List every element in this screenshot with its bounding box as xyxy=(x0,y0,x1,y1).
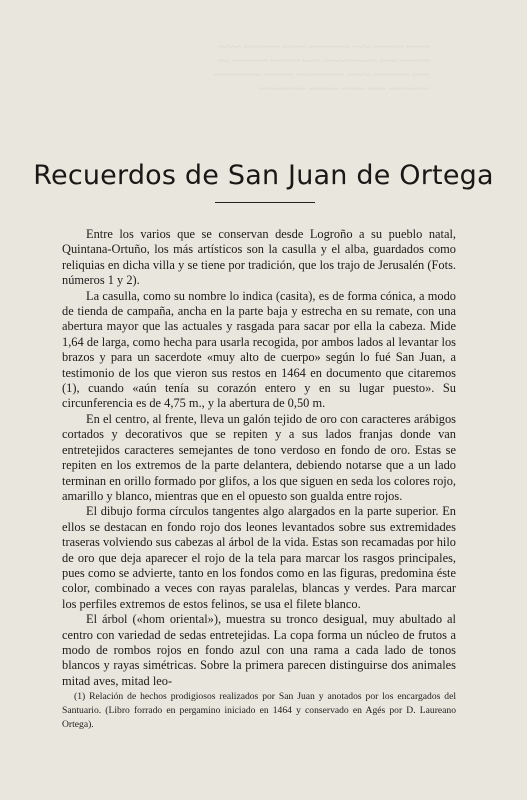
article-body xyxy=(62,227,456,689)
page-title: Recuerdos de San Juan de Ortega xyxy=(33,160,494,191)
bleed-through-text: ~~~~ ~~~~~ ~~~ ~~~~~~~ ~~~~ ~~~~~~ ~~~~ ~~~~~ ~~~ ~~~~~~~~~ ~~~ ~~~~~ ~~~~~~ ~~ ~~~ ~~~~~~ ~~~~ ~~~~~~~~ ~~~~~ ~~~~~~~~ ~~~~~~~ ~~~ ~~~~ ~~~~~ ~~~~~~~~ xyxy=(213,41,430,95)
paragraph: La casulla, como su nombre lo indica (casita), es de forma cónica, a modo de tienda de campaña, ancha en la parte baja y estrecha en su remate, con una abertura mayor que las actuales y rasgada para sacar por ella la cabeza. Mide 1,64 de larga, como hecha para usarla recogida, por ambos lados al levantar los brazos y para un sacerdote «muy alto de cuerpo» según lo fué San Juan, a testimonio de los que vieron sus restos en 1464 en documento que citaremos (1), cuando «aún tenía su corazón entero y en su lugar puesto». Su circunferencia es de 4,75 m., y la abertura de 0,50 m. xyxy=(62,288,456,411)
footnote xyxy=(62,690,456,733)
paragraph: El árbol («hom oriental»), muestra su tronco desigual, muy abultado al centro con variedad de sedas entretejidas. La copa forma un núcleo de frutos a modo de rombos rojos en fondo azul con una rama a cada lado de tonos blancos y rayas simétricas. Sobre la primera parecen distinguirse dos animales mitad aves, mitad leo- xyxy=(62,612,456,688)
paragraph: El dibujo forma círculos tangentes algo alargados en la parte superior. En ellos se destacan en fondo rojo dos leones levantados sobre sus extremidades traseras volviendo sus cabezas al árbol de la vida. Estas son recamadas por hilo de oro que deja aparecer el rojo de la tela para marcar los rasgos principales, pues como se advierte, tanto en los fondos como en las figuras, predomina éste color, combinado a veces con rayas paralelas, blancas y verdes. Para marcar los perfiles extremos de estos felinos, se usa el filete blanco. xyxy=(62,504,456,611)
paragraph: Entre los varios que se conservan desde Logroño a su pueblo natal, Quintana-Ortuño, los más artísticos son la casulla y el alba, guardados como reliquias en dicha villa y se tiene por tradición, que los trajo de Jerusalén (Fots. números 1 y 2). xyxy=(62,227,456,288)
paragraph: En el centro, al frente, lleva un galón tejido de oro con caracteres arábigos cortados y decorativos que se repiten y a sus lados franjas donde van entretejidos caracteres semejantes de tono verdoso en fondo de oro. Estas se repiten en los extremos de la parte delantera, debiendo notarse que a un lado terminan en orillo formado por glifos, a los que siguen en seda los colores rojo, amarillo y blanco, mientras que en el opuesto son gualda entre rojos. xyxy=(62,411,456,503)
title-underline xyxy=(215,202,315,203)
footnote-text: (1) Relación de hechos prodigiosos realizados por San Juan y anotados por los encargados del Santuario. (Libro forrado en pergamino iniciado en 1464 y conservado en Agés por D. Laureano Ortega). xyxy=(62,691,456,731)
